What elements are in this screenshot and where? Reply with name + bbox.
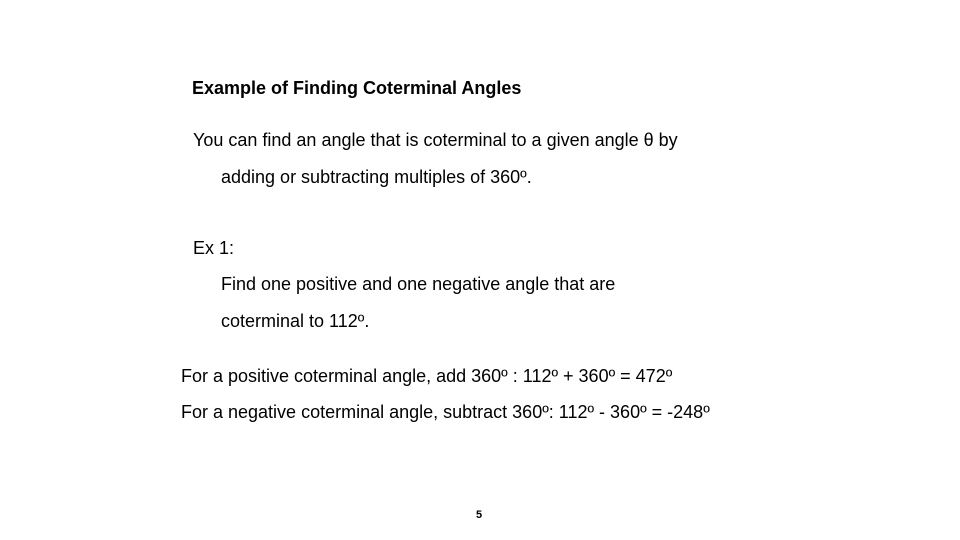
page-number: 5 <box>476 509 483 521</box>
negative-solution: For a negative coterminal angle, subtract 360º: 112º - 360º = -248º <box>181 402 710 422</box>
intro-line-1: You can find an angle that is coterminal to a given angle θ by <box>193 130 678 150</box>
positive-solution: For a positive coterminal angle, add 360º : 112º + 360º = 472º <box>181 366 673 386</box>
intro-line-2: adding or subtracting multiples of 360º. <box>221 167 532 187</box>
example-line-2: coterminal to 112º. <box>221 311 370 331</box>
example-line-1: Find one positive and one negative angle that are <box>221 274 616 294</box>
example-label: Ex 1: <box>193 238 235 258</box>
slide-title: Example of Finding Coterminal Angles <box>192 78 522 98</box>
